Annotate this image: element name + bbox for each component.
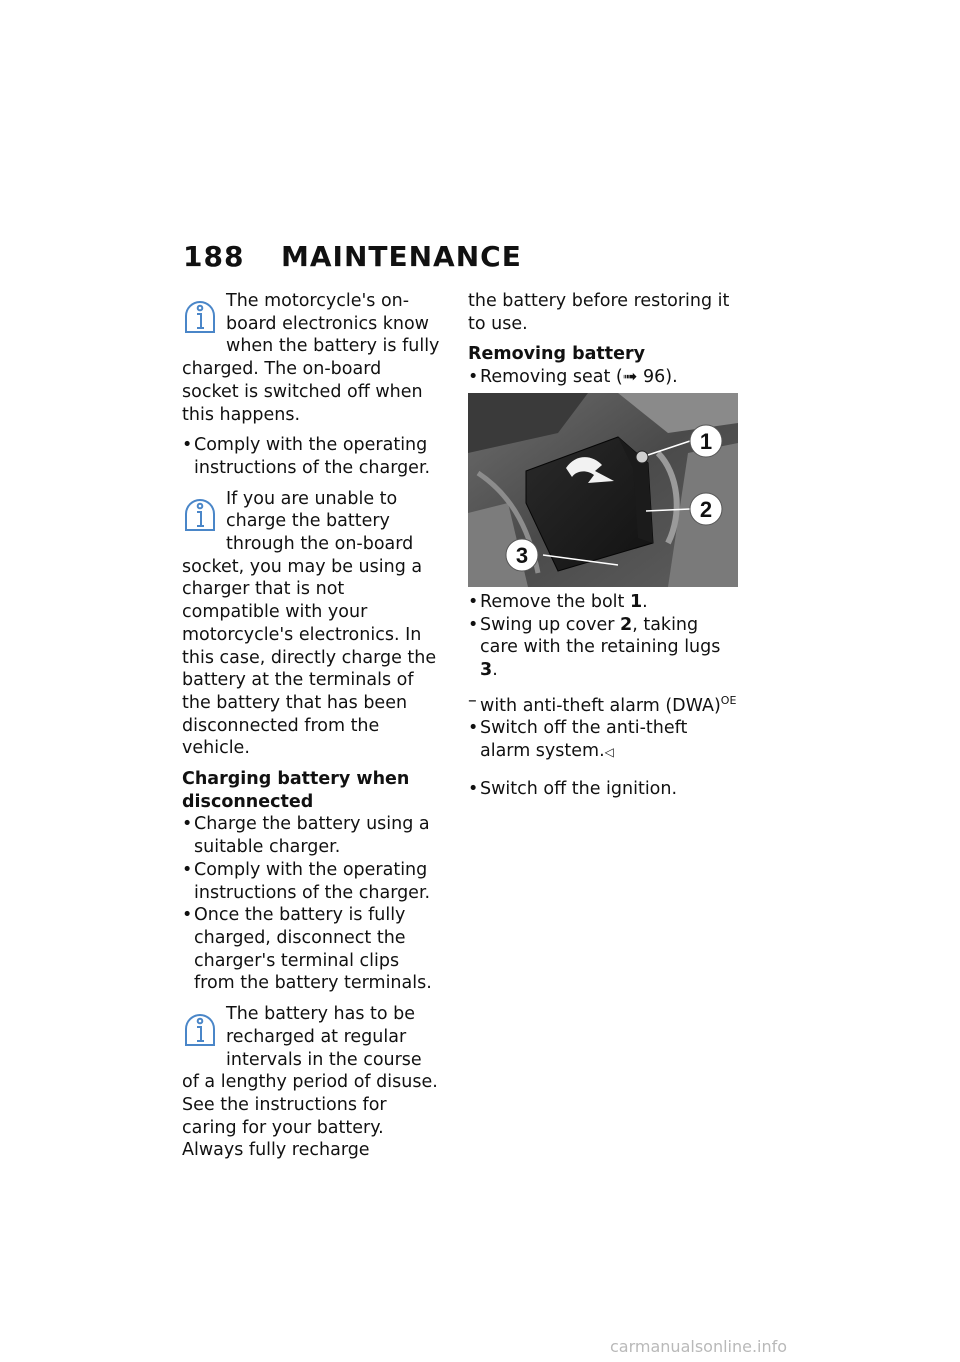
list-item: • Charge the battery using a suitable charger. <box>182 813 440 858</box>
section-title: MAINTENANCE <box>281 240 522 273</box>
list-item: • Swing up cover 2, taking care with the retaining lugs 3. <box>468 614 740 682</box>
info-note-2 <box>182 488 440 760</box>
list-item: • Remove the bolt 1. <box>468 591 740 614</box>
page-header <box>183 240 522 273</box>
callout-label: 2 <box>699 496 713 522</box>
callout-label: 3 <box>515 542 529 568</box>
page-reference-arrow-icon: ➟ <box>622 367 638 388</box>
list-item: • Switch off the anti-theft alarm system.◁ <box>468 717 740 763</box>
callout-label: 1 <box>699 428 713 454</box>
list-item: • Switch off the ignition. <box>468 778 740 801</box>
list-item: • Comply with the operating instructions of the charger. <box>182 434 440 479</box>
page-number: 188 <box>183 240 245 273</box>
watermark: carmanualsonline.info <box>610 1337 788 1356</box>
note-text: The motorcycle's on-board electronics know when the battery is fully charged. The on-board socket is switched off when this happens. <box>182 291 440 425</box>
left-column <box>182 290 440 1170</box>
right-column <box>468 290 740 800</box>
info-icon <box>182 292 218 336</box>
note-text: The battery has to be recharged at regular intervals in the course of a lengthy period of disuse. See the instructions for caring for your battery. Always fully recharge <box>182 1004 438 1161</box>
callout-1 <box>690 425 722 457</box>
info-note-1 <box>182 290 440 426</box>
callout-2 <box>690 493 722 525</box>
list-item: • Once the battery is fully charged, disconnect the charger's terminal clips from the battery terminals. <box>182 904 440 995</box>
condition-line: – with anti-theft alarm (DWA)$^{OE}$ <box>468 690 740 718</box>
info-icon <box>182 1005 218 1049</box>
continued-text: the battery before restoring it to use. <box>468 291 730 334</box>
list-item: • Comply with the operating instructions of the charger. <box>182 859 440 904</box>
battery-photo <box>468 393 738 587</box>
end-mark-icon: ◁ <box>604 744 614 759</box>
info-icon <box>182 490 218 534</box>
section-heading: Charging battery when disconnected <box>182 769 410 812</box>
info-note-3 <box>182 1003 440 1162</box>
section-heading: Removing battery <box>468 344 646 365</box>
bolt <box>636 451 648 463</box>
note-text: If you are unable to charge the battery through the on-board socket, you may be using a charger that is not compatible with your motorcycle's electronics. In this case, directly charge the battery at the terminals of the battery that has been disconnected from the vehicle. <box>182 488 437 759</box>
list-item: • Removing seat (➟ 96). <box>468 366 740 389</box>
callout-3 <box>506 539 538 571</box>
